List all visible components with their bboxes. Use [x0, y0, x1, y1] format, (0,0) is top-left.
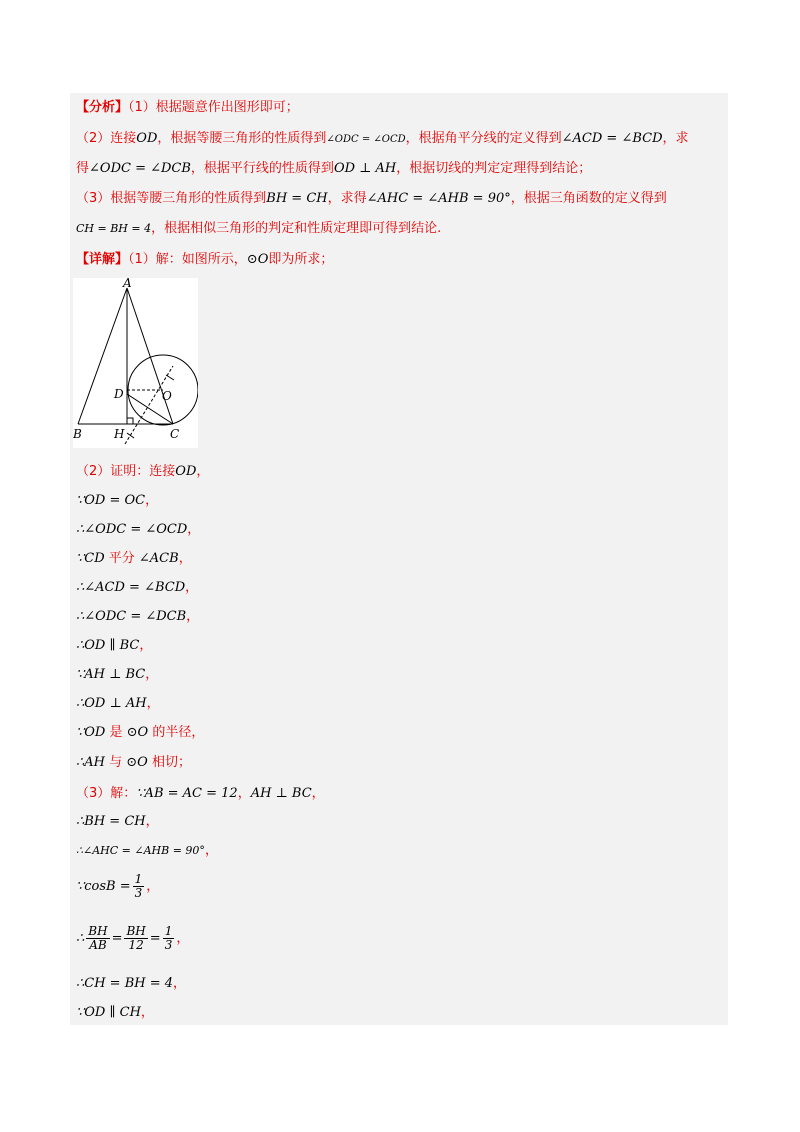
denominator: AB — [89, 938, 107, 952]
text: ，求 — [662, 131, 689, 146]
geometry-figure — [73, 278, 198, 448]
proof3-line-7 — [76, 1004, 154, 1022]
text: ， — [173, 976, 187, 991]
text: ， — [146, 696, 160, 711]
proof3-line-6 — [76, 975, 186, 993]
math: OD — [136, 131, 158, 146]
text: ， — [176, 931, 190, 946]
math: ∠ACD = ∠BCD — [561, 131, 663, 146]
math: ∵OD ∥ CH — [76, 1005, 141, 1020]
proof2-line-2 — [76, 492, 158, 510]
denominator: 3 — [164, 938, 173, 952]
analysis-line-5 — [76, 220, 441, 238]
text: 平分 — [104, 551, 139, 566]
text: 得 — [76, 161, 90, 176]
math: ∠ODC = ∠DCB — [89, 161, 191, 176]
text: 相切； — [147, 755, 191, 770]
text: 与 — [105, 755, 127, 770]
math: ∠AHC = ∠AHB = 90° — [366, 191, 511, 206]
text: ， — [204, 843, 218, 858]
math: ⊙O — [126, 725, 149, 740]
math: ∴∠ODC = ∠OCD — [76, 522, 188, 537]
math: ∵CD — [76, 551, 105, 566]
text: ， — [145, 493, 159, 508]
text: ，根据角平分线的定义得到 — [405, 131, 562, 146]
math: BH = CH — [266, 191, 328, 206]
text: ， — [237, 786, 251, 801]
text: ， — [145, 667, 159, 682]
math: ∴CH = BH = 4 — [76, 976, 174, 991]
math: ∠ACB — [138, 551, 179, 566]
proof3-line-4 — [76, 872, 159, 902]
text: ， — [187, 522, 201, 537]
math: AH ⊥ BC — [250, 786, 312, 801]
text: ， — [186, 609, 200, 624]
fraction — [86, 925, 109, 952]
text: ， — [146, 879, 160, 894]
math: OD ⊥ AH — [333, 161, 397, 176]
segment-ab — [78, 288, 127, 424]
fraction — [163, 925, 175, 952]
numerator: BH — [126, 924, 146, 938]
text: （1）解：如图所示， — [128, 252, 247, 267]
math: OD — [175, 464, 197, 479]
numerator: BH — [88, 924, 108, 938]
label-d: D — [114, 387, 124, 401]
text: 是 — [105, 725, 127, 740]
denominator: 12 — [128, 938, 144, 952]
right-angle-mark — [127, 418, 133, 424]
text: （2）证明：连接 — [76, 464, 176, 479]
proof2-line-11 — [76, 754, 191, 772]
analysis-line-2 — [76, 130, 689, 149]
math: ∴∠ACD = ∠BCD — [76, 580, 186, 595]
text: ，根据相似三角形的判定和性质定理即可得到结论. — [151, 221, 442, 236]
proof2-line-8 — [76, 666, 158, 684]
construction-mark-1 — [166, 375, 174, 380]
math: ∵OD = OC — [76, 493, 146, 508]
math: ∵AH ⊥ BC — [76, 667, 146, 682]
proof2-line-1 — [76, 463, 209, 481]
text: ， — [185, 580, 199, 595]
detail-line-1 — [76, 251, 333, 269]
text: 即为所求； — [268, 252, 334, 267]
math: ∵cosB = — [76, 879, 131, 894]
math: ∵AB = AC = 12 — [136, 786, 238, 801]
text: ， — [178, 551, 192, 566]
text: ，求得 — [327, 191, 367, 206]
proof2-line-10 — [76, 724, 204, 742]
label-h: H — [114, 427, 125, 441]
construction-mark-2 — [127, 433, 134, 438]
label-c: C — [170, 427, 180, 441]
fraction — [124, 925, 147, 952]
analysis-line-4 — [76, 190, 667, 208]
proof2-line-3 — [76, 521, 200, 539]
proof2-line-6 — [76, 608, 199, 626]
fraction — [133, 873, 145, 900]
proof3-line-2 — [76, 813, 159, 831]
text: ，根据切线的判定定理得到结论； — [396, 161, 592, 176]
math: ∴∠AHC = ∠AHB = 90° — [76, 844, 205, 857]
math: ∴OD ⊥ AH — [76, 696, 147, 711]
math: ⊙O — [126, 755, 148, 770]
label-b: B — [73, 427, 82, 441]
text: ， — [311, 786, 325, 801]
text: （3）根据等腰三角形的性质得到 — [76, 191, 267, 206]
proof3-line-3 — [76, 842, 218, 860]
proof2-line-4 — [76, 550, 192, 568]
proof2-line-9 — [76, 695, 160, 713]
text: （1）根据题意作出图形即可； — [128, 100, 299, 115]
math: ∴ — [76, 931, 85, 946]
text: ，根据三角函数的定义得到 — [510, 191, 667, 206]
math: ∵OD — [76, 725, 106, 740]
text: （2）连接 — [76, 131, 137, 146]
text: 的半径， — [148, 725, 205, 740]
math: ∴OD ∥ BC — [76, 638, 140, 653]
detail-tag: 【详解】 — [76, 252, 129, 267]
denominator: 3 — [134, 886, 143, 900]
analysis-tag: 【分析】 — [76, 100, 129, 115]
math: = — [111, 931, 123, 946]
math: CH = BH = 4 — [76, 222, 152, 235]
text: ， — [140, 1005, 154, 1020]
proof2-line-5 — [76, 579, 198, 597]
math: ∴BH = CH — [76, 814, 146, 829]
text: ， — [145, 814, 159, 829]
numerator: 1 — [164, 924, 173, 938]
analysis-line-1 — [76, 99, 299, 117]
text: ，根据等腰三角形的性质得到 — [157, 131, 327, 146]
perpendicular-bisector — [125, 366, 173, 444]
text: （3）解： — [76, 786, 137, 801]
text: ， — [196, 464, 210, 479]
analysis-line-3 — [76, 160, 591, 178]
proof2-line-7 — [76, 637, 152, 655]
math: = — [149, 931, 161, 946]
numerator: 1 — [134, 872, 143, 886]
math: ∴∠ODC = ∠DCB — [76, 609, 187, 624]
text: ， — [139, 638, 153, 653]
proof3-line-1 — [76, 785, 325, 803]
text: ，根据平行线的性质得到 — [190, 161, 334, 176]
label-o: O — [162, 389, 172, 403]
math: ∠ODC = ∠OCD — [326, 134, 406, 145]
label-a: A — [123, 278, 132, 290]
proof3-line-5 — [76, 924, 189, 954]
math: ⊙O — [246, 252, 269, 267]
triangle-circle-diagram — [73, 278, 198, 448]
math: ∴AH — [76, 755, 105, 770]
